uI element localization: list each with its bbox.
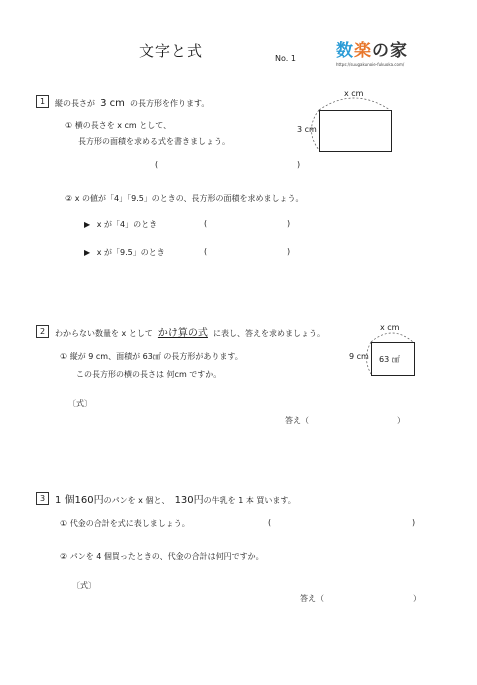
- arrow-icon: ▶: [84, 248, 91, 257]
- q1-sub1-close-paren: ): [297, 160, 301, 169]
- q3-sub1-mark: ①: [60, 519, 68, 528]
- q1-item-2-open: (: [204, 247, 208, 256]
- q2-fig-left-label: 9 cm: [349, 352, 369, 361]
- arrow-icon: ▶: [84, 220, 91, 229]
- q2-top-arc: [371, 333, 413, 342]
- q1-sub2-mark: ②: [65, 194, 73, 203]
- q3-sub2-mark: ②: [60, 552, 68, 561]
- q1-item-1-close: ): [287, 219, 291, 228]
- q2-stem-b: に表し、答えを求めましょう。: [213, 329, 326, 338]
- q1-item-2-close: ): [287, 247, 291, 256]
- q3-answer-label: 答え（: [300, 594, 324, 603]
- q2-sub1-line2: この長方形の横の長さは 何cm ですか。: [76, 370, 222, 379]
- q2-fig-top-label: x cm: [380, 323, 400, 332]
- q1-fig-left-label: 3 cm: [297, 125, 317, 134]
- q2-stem-underline: かけ算の式: [157, 328, 208, 339]
- q2-answer-close: ）: [397, 416, 405, 425]
- q1-item-1-open: (: [204, 219, 208, 228]
- q2-sub1-mark: ①: [60, 352, 68, 361]
- q2-formula-label: 〔式〕: [68, 399, 92, 408]
- q1-top-arc: [319, 98, 390, 110]
- q2-answer-label: 答え（: [285, 416, 309, 425]
- page-title: 文字と式: [139, 42, 204, 60]
- q1-stem-value: 3 cm: [100, 98, 125, 109]
- q1-sub1-line2: 長方形の面積を求める式を書きましょう。: [78, 137, 230, 146]
- logo-part-3: の家: [372, 41, 408, 61]
- q1-item-2-label: x が「9.5」のとき: [96, 248, 165, 257]
- q1-sub1-text: 横の長さを x cm として、: [74, 121, 172, 130]
- q3-stem-e: の牛乳を 1 本 買います。: [203, 496, 296, 505]
- q3-answer-close: ）: [413, 594, 421, 603]
- q1-stem-a: 縦の長さが: [55, 99, 95, 108]
- q3-stem-d: 130円: [174, 495, 204, 506]
- q3-sub1-text: 代金の合計を式に表しましょう。: [69, 519, 190, 528]
- q1-sub2-text: x の値が「4」「9.5」のときの、長方形の面積を求めましょう。: [74, 194, 304, 203]
- q1-sub1-open-paren: (: [155, 160, 159, 169]
- q3-stem-c: のパンを x 個と、: [103, 496, 170, 505]
- logo-part-1: 数: [336, 41, 354, 61]
- q1-left-arc: [312, 110, 320, 150]
- q1-stem-b: の長方形を作ります。: [129, 99, 210, 108]
- logo-part-2: 楽: [354, 41, 372, 61]
- q1-number: 1: [36, 95, 49, 108]
- q2-left-arc: [367, 342, 372, 374]
- q2-stem-a: わからない数量を x として: [55, 329, 153, 338]
- q3-sub1-close-paren: ): [412, 518, 416, 527]
- q3-stem-a: 1 個: [55, 495, 75, 506]
- q1-sub1-mark: ①: [65, 121, 73, 130]
- q3-sub1-open-paren: (: [268, 518, 272, 527]
- q2-fig-inside-label: 63 ㎠: [379, 355, 400, 364]
- page-number: No. 1: [275, 54, 296, 63]
- q3-formula-label: 〔式〕: [72, 581, 96, 590]
- q1-item-1-label: x が「4」のとき: [96, 220, 158, 229]
- q1-fig-top-label: x cm: [344, 89, 364, 98]
- q3-stem-b: 160円: [74, 495, 104, 506]
- q2-number: 2: [36, 325, 49, 338]
- q3-sub2-text: パンを 4 個買ったときの、代金の合計は何円ですか。: [69, 552, 264, 561]
- logo-url: https://suugakunoie-fukuoka.com/: [336, 62, 405, 67]
- q2-sub1-text: 縦が 9 cm、面積が 63㎠ の長方形があります。: [69, 352, 243, 361]
- q3-number: 3: [36, 492, 49, 505]
